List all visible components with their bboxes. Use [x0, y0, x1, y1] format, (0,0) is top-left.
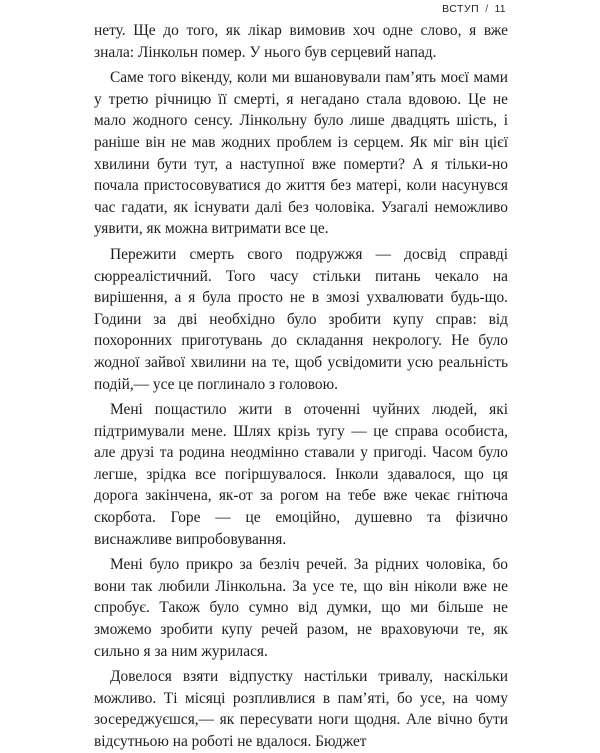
paragraph: Мені пощастило жити в оточенні чуйних людей, які підтримували мене. Шлях крізь тугу — це справа особиста, але друзі та родина неодмінно ставали у пригоді. Часом було легше, зрідка все погіршувалося. Інколи здавалося, що ця дорога закінчена, як-от за рогом на тебе вже чекає гнітюча скорбота. Горе — це емоційно, душевно та фізично виснажливе випробовування. [94, 401, 508, 548]
paragraph: Пережити смерть свого подружжя — досвід справді сюрреалістичний. Того часу стільки питань чекало на вирішення, а я була просто не в змозі ухвалювати будь-що. Години за дві необхідно було зробити купу справ: від похоронних приготувань до складання некрологу. Не було жодної зайвої хвилини на те, щоб усвідомити усю реальність подій,— усе це поглинало з головою. [94, 245, 508, 393]
page-number: 11 [494, 4, 506, 15]
body-text [94, 20, 508, 753]
running-head [442, 3, 506, 15]
header-separator: / [485, 3, 489, 15]
paragraph: Мені було прикро за безліч речей. За рідних чоловіка, бо вони так любили Лінкольна. За усе те, що він ніколи вже не спробує. Також було сумно від думки, що ми більше не зможемо зробити купу речей разом, не враховуючи те, як сильно я за ним журилася. [94, 556, 508, 660]
paragraph: нету. Ще до того, як лікар вимовив хоч одне слово, я вже знала: Лінкольн помер. У нього був серцевий напад. [94, 22, 508, 61]
book-page [94, 0, 508, 750]
chapter-title: ВСТУП [442, 3, 480, 15]
paragraph: Саме того вікенду, коли ми вшановували пам’ять моєї мами у третю річницю її смерті, я негадано стала вдовою. Це не мало жодного сенсу. Лінкольну було лише двадцять шість, і раніше він не мав жодних проблем із серцем. Як міг він цієї хвилини бути тут, а наступної вже померти? А я тільки-но почала пристосовуватися до життя без матері, коли насунувся час гадати, як існувати далі без чоловіка. Узагалі неможливо уявити, як можна витримати все це. [94, 69, 508, 238]
paragraph: Довелося взяти відпустку настільки тривалу, наскільки можливо. Ті місяці розпливлися в пам’яті, бо усе, на чому зосереджуєшся,— як пересувати ноги щодня. Але вічно бути відсутньою на роботі не вдалося. Бюджет [94, 668, 508, 750]
